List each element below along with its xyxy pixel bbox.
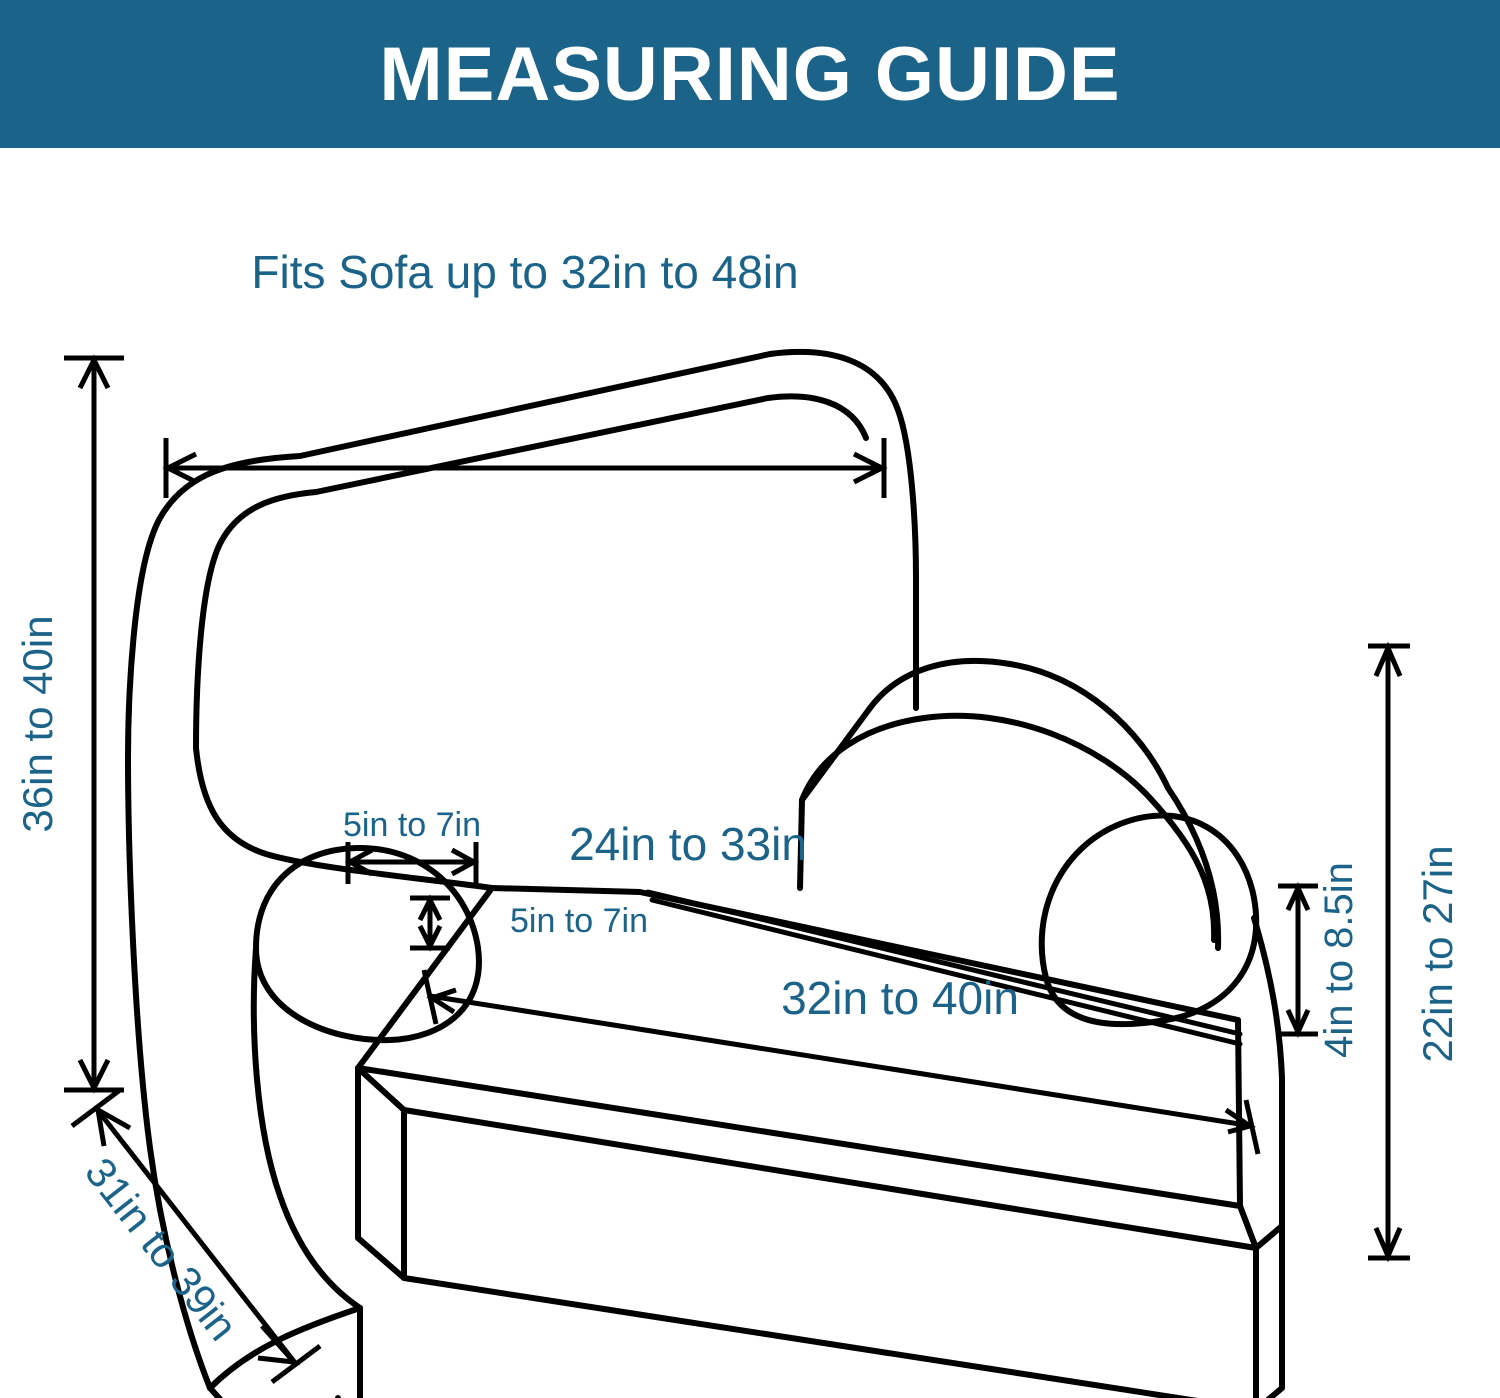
label-top-width: Fits Sofa up to 32in to 48in (251, 246, 799, 298)
label-arm-width-lower: 5in to 7in (510, 902, 648, 940)
label-depth-diagonal: 31in to 39in (76, 1149, 247, 1350)
chair-outline (128, 352, 1282, 1398)
label-cushion-height: 4in to 8.5in (1317, 862, 1361, 1058)
chair-diagram-svg (0, 148, 1500, 1398)
label-inside-seat-width: 24in to 33in (569, 818, 807, 870)
page-title: MEASURING GUIDE (379, 31, 1121, 117)
label-seat-front-width: 32in to 40in (781, 972, 1019, 1024)
header-bar (0, 0, 1500, 148)
label-left-height: 36in to 40in (14, 615, 61, 833)
label-arm-width-upper: 5in to 7in (343, 806, 481, 844)
label-arm-height: 22in to 27in (1414, 845, 1461, 1063)
chair-diagram (0, 148, 1500, 1398)
